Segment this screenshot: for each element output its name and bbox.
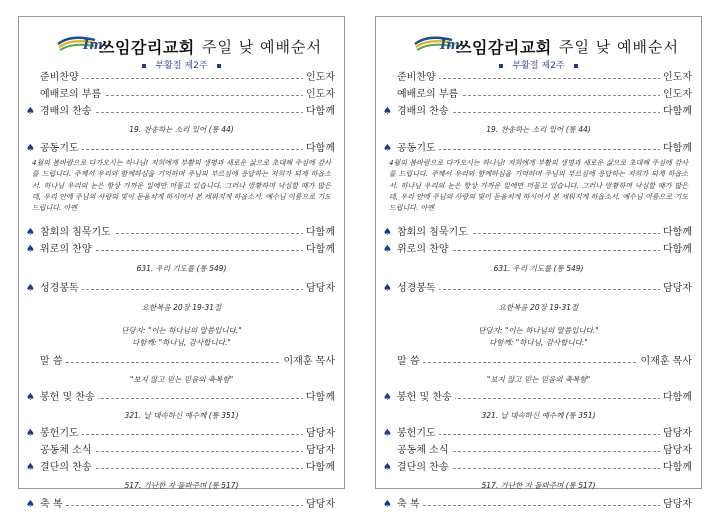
sermon-title: "보지 않고 믿는 믿음의 축복함" xyxy=(129,375,234,384)
item-role: 다함께 xyxy=(660,391,692,405)
order-item-joint-prayer xyxy=(19,142,344,156)
spade-bullet-icon: ♠ xyxy=(26,428,35,439)
item-role: 담당자 xyxy=(660,498,692,512)
item-role: 인도자 xyxy=(660,71,692,85)
item-label: 말 씀 xyxy=(397,355,423,369)
spade-bullet-icon: ♠ xyxy=(26,283,35,294)
spade-bullet-icon: ♠ xyxy=(383,227,392,238)
item-label: 축 복 xyxy=(40,498,66,512)
square-bullet-icon xyxy=(217,64,221,68)
church-name: 쓰임감리교회 xyxy=(99,38,195,57)
hymn-note: 631. 우리 기도를 (통 549) xyxy=(136,264,227,273)
sub-header-text: 부활절 제2주 xyxy=(155,61,208,71)
item-role: 다함께 xyxy=(303,105,335,119)
item-label: 준비찬양 xyxy=(397,71,439,85)
order-item-hymn-resolve xyxy=(19,461,344,475)
order-item-silent-prayer xyxy=(376,226,701,240)
scripture-reference: 요한복음 20장 19-31절 xyxy=(498,303,579,312)
bulletin-title: 주일 낮 예배순서 xyxy=(202,38,322,56)
item-role: 담당자 xyxy=(660,444,692,458)
square-bullet-icon xyxy=(142,64,146,68)
hymn-note: 321. 날 대속하신 예수께 (통 351) xyxy=(124,411,239,420)
order-item-benediction xyxy=(19,498,344,512)
spade-bullet-icon: ♠ xyxy=(26,392,35,403)
response-congregation: 다함께: "하나님, 감사합니다." xyxy=(489,338,588,347)
item-label: 참회의 침묵기도 xyxy=(40,226,114,240)
order-item-offering-hymn xyxy=(19,391,344,405)
item-role: 다함께 xyxy=(303,243,335,257)
hymn-note: 517. 가난한 자 돌봐주며 (통 517) xyxy=(481,481,596,490)
item-label: 위로의 찬양 xyxy=(397,243,451,257)
item-role: 담당자 xyxy=(303,427,335,441)
response-leader: 단당자: "이는 하나님의 말씀입니다." xyxy=(121,326,242,335)
item-role: 다함께 xyxy=(660,243,692,257)
order-item-invocation xyxy=(376,88,701,102)
order-item-hymn-resolve xyxy=(376,461,701,475)
order-item-benediction xyxy=(376,498,701,512)
order-item-prelude xyxy=(19,71,344,85)
spade-bullet-icon: ♠ xyxy=(26,499,35,510)
order-item-hymn-comfort xyxy=(19,243,344,257)
hymn-note: 19. 찬송하는 소리 있어 (통 44) xyxy=(129,125,234,134)
spade-bullet-icon: ♠ xyxy=(383,392,392,403)
item-role: 다함께 xyxy=(303,142,335,156)
item-label: 성경봉독 xyxy=(397,282,439,296)
response-congregation: 다함께: "하나님, 감사합니다." xyxy=(132,338,231,347)
item-role: 이재훈 목사 xyxy=(638,355,692,369)
item-role: 인도자 xyxy=(303,88,335,102)
item-label: 예배로의 부름 xyxy=(40,88,104,102)
hymn-note: 19. 찬송하는 소리 있어 (통 44) xyxy=(486,125,591,134)
bulletin-header xyxy=(376,27,701,57)
item-label: 준비찬양 xyxy=(40,71,82,85)
hymn-note: 517. 가난한 자 돌봐주며 (통 517) xyxy=(124,481,239,490)
prayer-text: 4월의 봄바람으로 다가오시는 하나님! 저희에게 부활의 생명과 새로운 삶으로 초대해 주심에 감사를 드립니다. 주께서 우리와 함께하심을 기억하며 주님의 부르심에 응답하는 저희가 되게 하옵소서. 하나님 우리의 눈은 항상 가까운 일에만 머물고 있습니다. 그러나 방황하며 낙심할 때가 많은데, 우리 안에 주님의 사랑의 빛이 돋움치게 하시어서 본 세워지게 하옵소서. 예수님 이름으로 기도드립니다. 아멘 xyxy=(389,159,688,213)
item-role: 다함께 xyxy=(660,226,692,240)
church-name: 쓰임감리교회 xyxy=(456,38,552,57)
bulletin-header xyxy=(19,27,344,57)
item-role: 담당자 xyxy=(303,498,335,512)
spade-bullet-icon: ♠ xyxy=(383,143,392,154)
sub-header xyxy=(19,58,344,71)
item-label: 경배의 찬송 xyxy=(40,105,94,119)
order-item-hymn-praise xyxy=(376,105,701,119)
item-role: 다함께 xyxy=(660,461,692,475)
spade-bullet-icon: ♠ xyxy=(26,106,35,117)
item-role: 이재훈 목사 xyxy=(281,355,335,369)
bulletin-page-right xyxy=(375,16,702,510)
item-role: 담당자 xyxy=(303,282,335,296)
order-item-prelude xyxy=(376,71,701,85)
spade-bullet-icon: ♠ xyxy=(383,283,392,294)
spade-bullet-icon: ♠ xyxy=(26,244,35,255)
order-item-announcements xyxy=(376,444,701,458)
item-label: 봉헌기도 xyxy=(397,427,439,441)
order-item-hymn-praise xyxy=(19,105,344,119)
item-label: 봉헌 및 찬송 xyxy=(40,391,98,405)
item-label: 공동기도 xyxy=(397,142,439,156)
order-item-sermon xyxy=(19,355,344,369)
response-leader: 단당자: "이는 하나님의 말씀입니다." xyxy=(478,326,599,335)
bulletin-title: 주일 낮 예배순서 xyxy=(559,38,679,56)
hymn-note: 321. 날 대속하신 예수께 (통 351) xyxy=(481,411,596,420)
order-item-offering-prayer xyxy=(19,427,344,441)
prayer-text: 4월의 봄바람으로 다가오시는 하나님! 저희에게 부활의 생명과 새로운 삶으로 초대해 주심에 감사를 드립니다. 주께서 우리와 함께하심을 기억하며 주님의 부르심에 응답하는 저희가 되게 하옵소서. 하나님 우리의 눈은 항상 가까운 일에만 머물고 있습니다. 그러나 방황하며 낙심할 때가 많은데, 우리 안에 주님의 사랑의 빛이 돋움치게 하시어서 본 세워지게 하옵소서. 예수님 이름으로 기도드립니다. 아멘 xyxy=(32,159,331,213)
order-item-joint-prayer xyxy=(376,142,701,156)
item-role: 다함께 xyxy=(303,226,335,240)
order-item-scripture xyxy=(19,282,344,296)
spade-bullet-icon: ♠ xyxy=(26,462,35,473)
order-item-hymn-comfort xyxy=(376,243,701,257)
sub-header xyxy=(376,58,701,71)
item-label: 위로의 찬양 xyxy=(40,243,94,257)
hymn-note: 631. 우리 기도를 (통 549) xyxy=(493,264,584,273)
item-label: 예배로의 부름 xyxy=(397,88,461,102)
spade-bullet-icon: ♠ xyxy=(383,244,392,255)
bulletin-page-left xyxy=(18,16,345,510)
order-item-scripture xyxy=(376,282,701,296)
square-bullet-icon xyxy=(574,64,578,68)
item-role: 담당자 xyxy=(303,444,335,458)
order-item-invocation xyxy=(19,88,344,102)
item-role: 다함께 xyxy=(660,142,692,156)
item-label: 성경봉독 xyxy=(40,282,82,296)
item-label: 축 복 xyxy=(397,498,423,512)
item-label: 참회의 침묵기도 xyxy=(397,226,471,240)
square-bullet-icon xyxy=(499,64,503,68)
item-role: 다함께 xyxy=(303,461,335,475)
item-label: 봉헌기도 xyxy=(40,427,82,441)
order-item-offering-prayer xyxy=(376,427,701,441)
spade-bullet-icon: ♠ xyxy=(26,143,35,154)
item-role: 인도자 xyxy=(660,88,692,102)
item-label: 경배의 찬송 xyxy=(397,105,451,119)
item-label: 공동체 소식 xyxy=(40,444,94,458)
spade-bullet-icon: ♠ xyxy=(383,428,392,439)
item-label: 말 씀 xyxy=(40,355,66,369)
item-role: 담당자 xyxy=(660,427,692,441)
item-label: 결단의 찬송 xyxy=(40,461,94,475)
spade-bullet-icon: ♠ xyxy=(26,227,35,238)
order-item-sermon xyxy=(376,355,701,369)
brand-im-mark: Im xyxy=(83,38,103,53)
order-item-announcements xyxy=(19,444,344,458)
order-item-offering-hymn xyxy=(376,391,701,405)
sermon-title: "보지 않고 믿는 믿음의 축복함" xyxy=(486,375,591,384)
spade-bullet-icon: ♠ xyxy=(383,462,392,473)
sub-header-text: 부활절 제2주 xyxy=(512,61,565,71)
spade-bullet-icon: ♠ xyxy=(383,499,392,510)
item-label: 공동체 소식 xyxy=(397,444,451,458)
item-role: 인도자 xyxy=(303,71,335,85)
spade-bullet-icon: ♠ xyxy=(383,106,392,117)
item-label: 봉헌 및 찬송 xyxy=(397,391,455,405)
item-label: 결단의 찬송 xyxy=(397,461,451,475)
item-role: 담당자 xyxy=(660,282,692,296)
item-role: 다함께 xyxy=(660,105,692,119)
order-item-silent-prayer xyxy=(19,226,344,240)
item-role: 다함께 xyxy=(303,391,335,405)
item-label: 공동기도 xyxy=(40,142,82,156)
brand-im-mark: Im xyxy=(440,38,460,53)
scripture-reference: 요한복음 20장 19-31절 xyxy=(141,303,222,312)
